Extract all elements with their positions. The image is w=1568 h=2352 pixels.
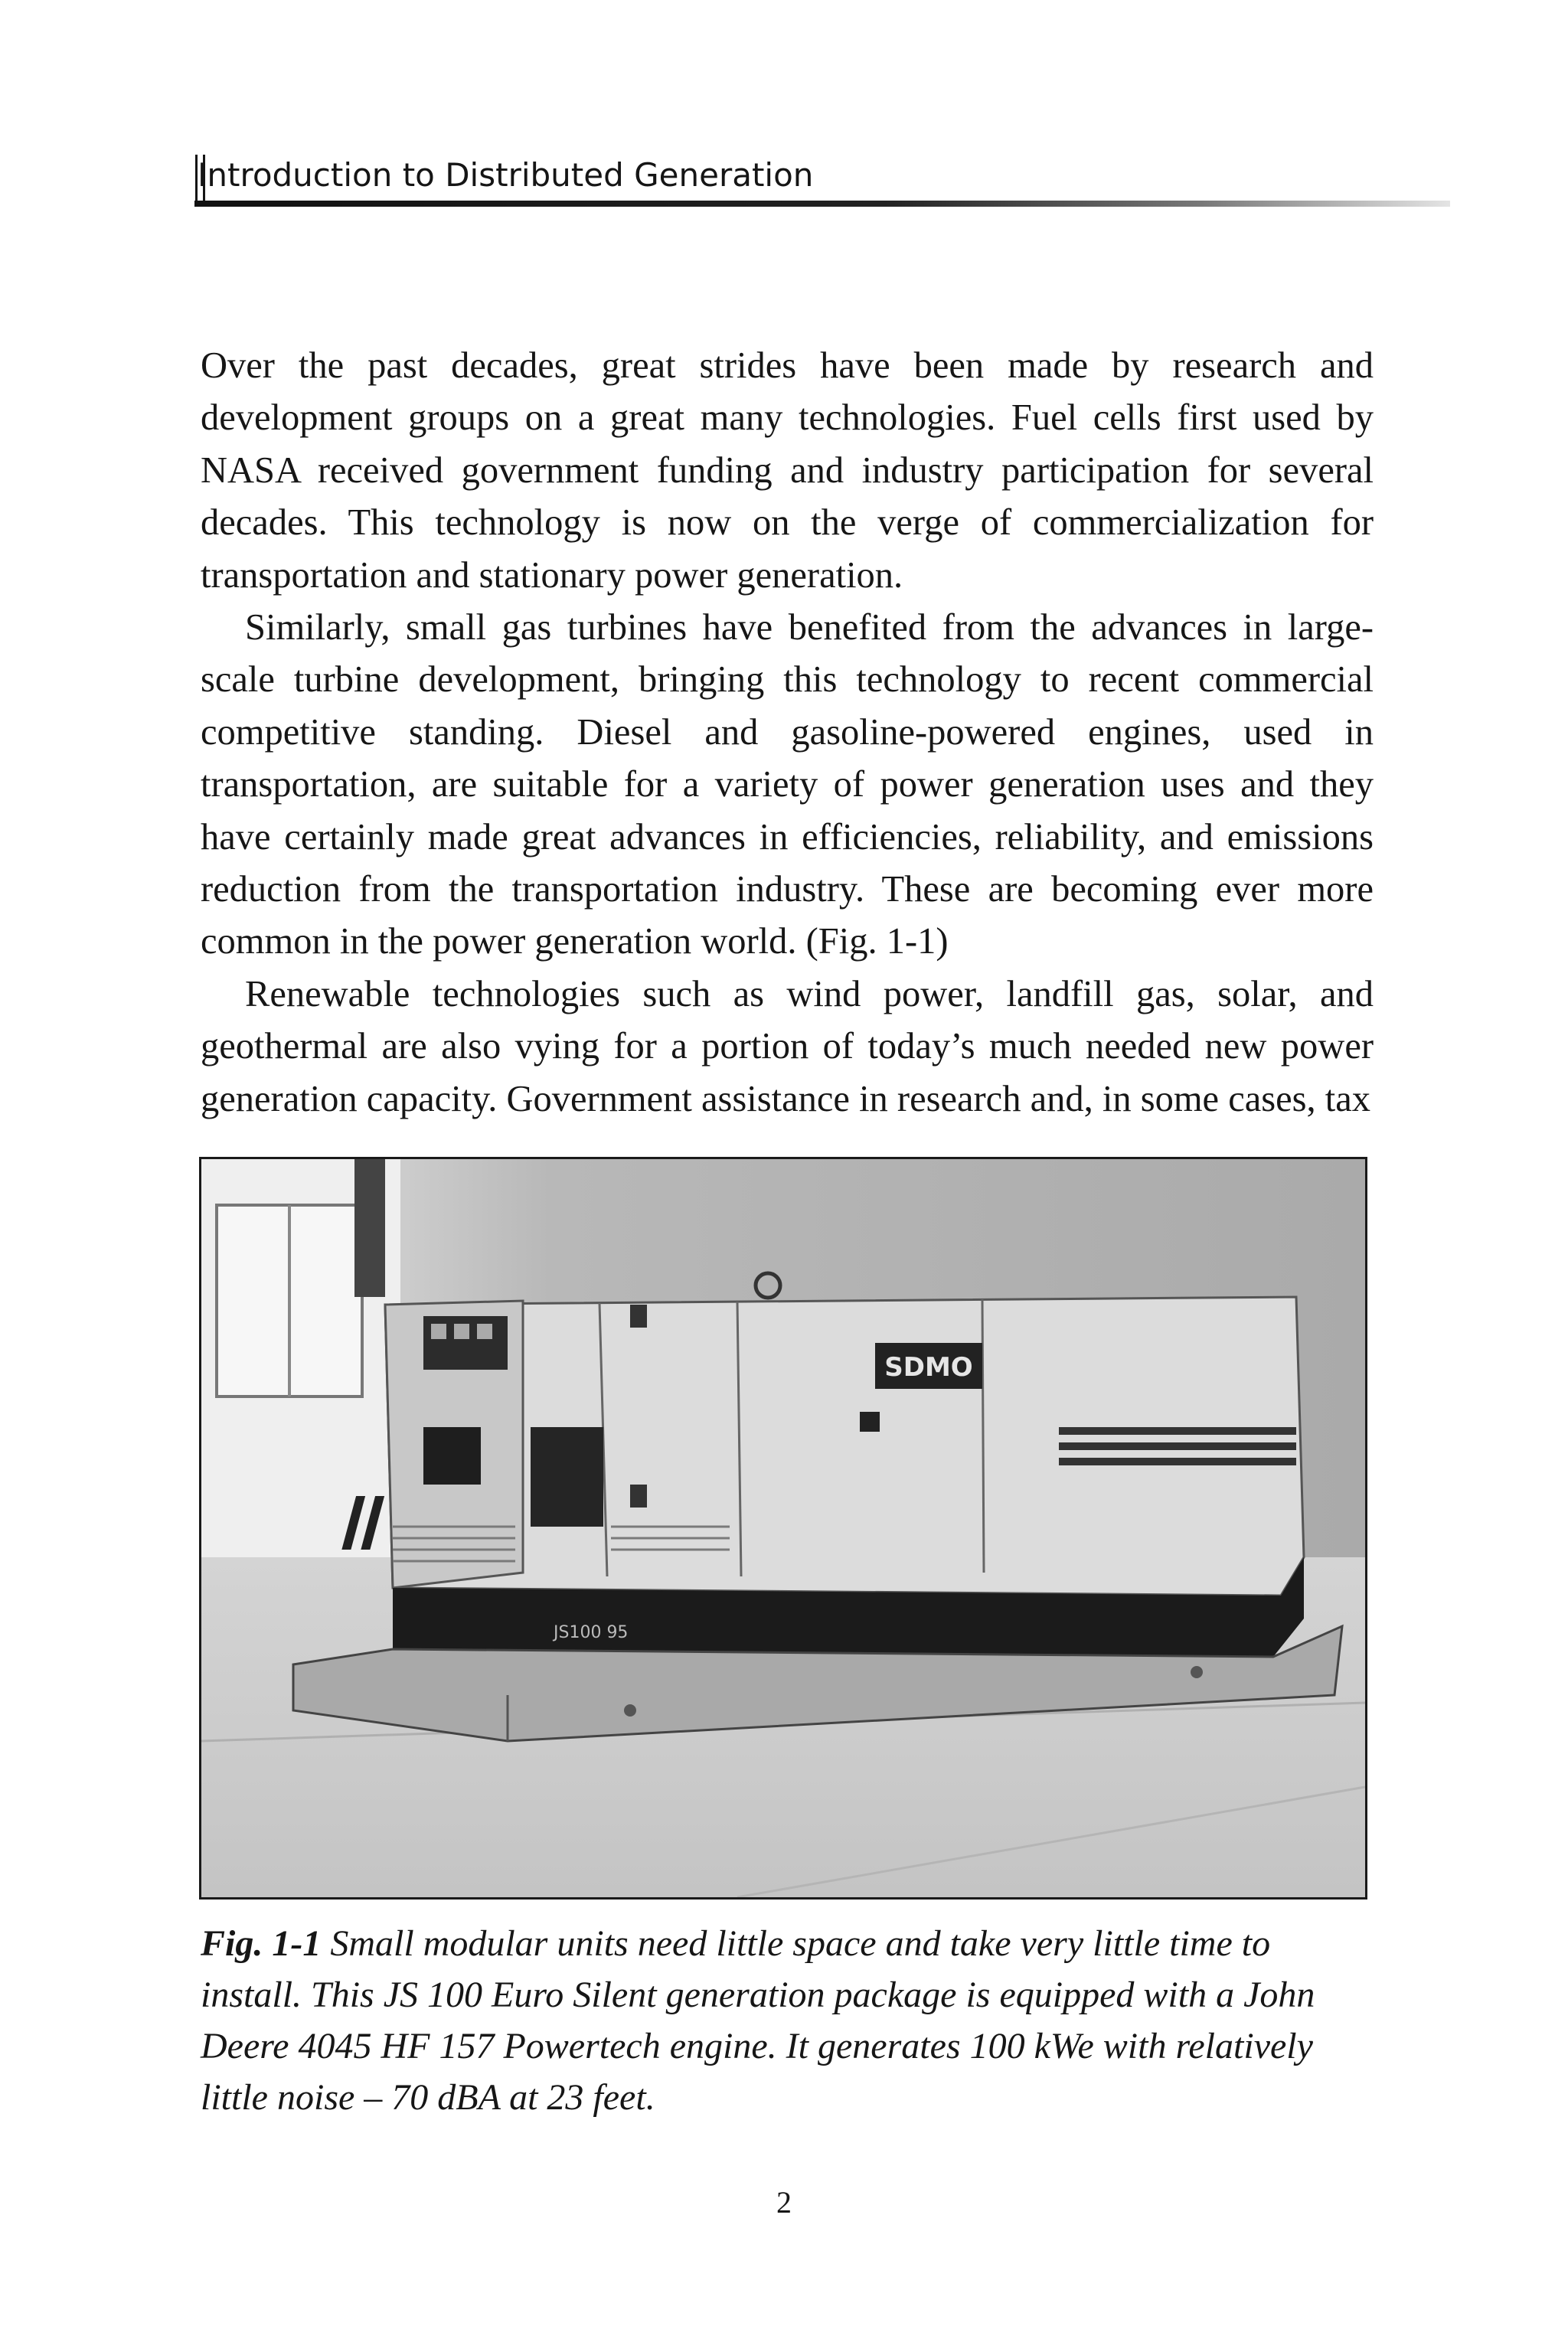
- side-vent: [423, 1427, 481, 1485]
- generator-photo: [199, 1157, 1367, 1900]
- paragraph-1: Over the past decades, great strides have been made by research and development groups on a great many technologies. Fuel cells first used by NASA received government funding and industry participation for several decades. This technology is now on the verge of commercialization for transportation and stationary power generation.: [201, 345, 1374, 596]
- model-text: JS100 95: [554, 1623, 629, 1642]
- running-header: Introduction to Distributed Generation: [198, 156, 814, 194]
- caption-text: Small modular units need little space and take very little time to install. This JS 100 Euro Silent generation package is equipped with a John Deere 4045 HF 157 Powertech engine. It generates 100 kWe with relatively little noise – 70 dBA at 23 feet.: [201, 1923, 1315, 2118]
- page-number: 2: [776, 2185, 792, 2220]
- pillar: [354, 1159, 385, 1297]
- paragraph-2: Similarly, small gas turbines have benefited from the advances in large-scale turbine development, bringing this technology to recent commercial competitive standing. Diesel and gasoline-powered engines, used in transportation, are suitable for a variety of power generation uses and they have certainly made great advances in efficiencies, reliability, and emissions reduction from the transportation industry. These are becoming ever more common in the power generation world. (Fig. 1-1): [201, 607, 1374, 962]
- figure-label: Fig. 1-1: [201, 1923, 322, 1964]
- brand-text: SDMO: [884, 1352, 973, 1383]
- front-vent: [531, 1427, 603, 1527]
- generator-illustration: [201, 1159, 1365, 1897]
- paragraph-3: Renewable technologies such as wind power, landfill gas, solar, and geothermal are also vying for a portion of today’s much needed new power generation capacity. Government assistance in research and, in some cases, tax: [201, 973, 1374, 1119]
- header-rule: [194, 201, 1450, 207]
- body-text: [201, 340, 1374, 1125]
- figure-caption: [201, 1918, 1374, 2123]
